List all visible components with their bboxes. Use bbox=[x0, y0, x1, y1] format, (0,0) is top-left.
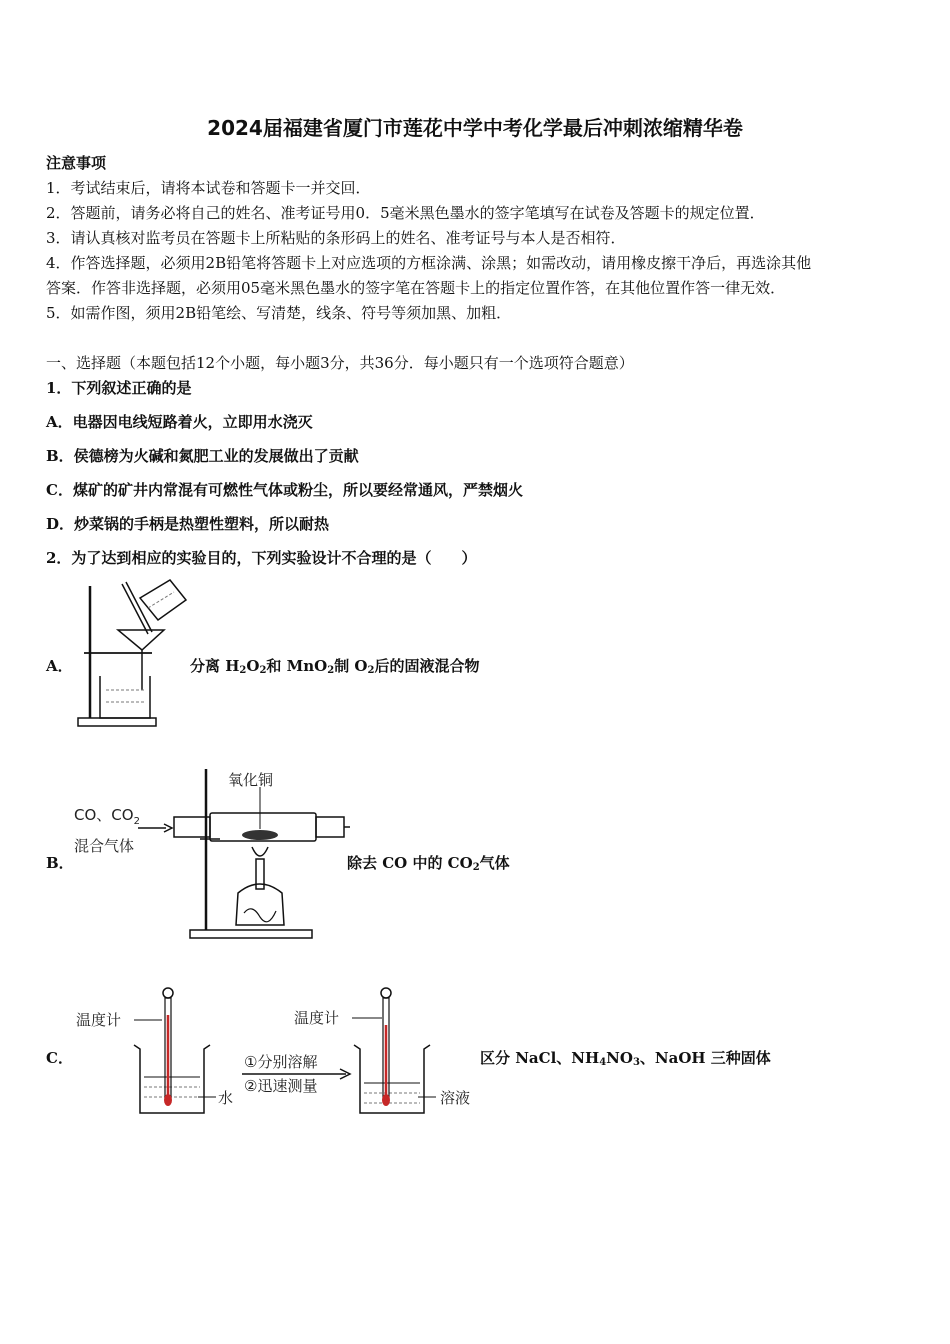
question-1-option-b: B．侯德榜为火碱和氮肥工业的发展做出了贡献 bbox=[46, 447, 359, 465]
step-1-label: ①分别溶解 bbox=[244, 1053, 318, 1071]
question-2-stem: 2．为了达到相应的实验目的，下列实验设计不合理的是（ ） bbox=[46, 549, 477, 567]
water-label: 水 bbox=[218, 1089, 234, 1107]
option-a-letter: A． bbox=[46, 657, 73, 675]
notice-item: 4．作答选择题，必须用2B铅笔将答题卡上对应选项的方框涂满、涂黑；如需改动，请用橡皮擦干净后，再选涂其他 bbox=[46, 254, 812, 272]
thermometer-dissolution-figure bbox=[70, 985, 480, 1120]
question-1-stem: 1．下列叙述正确的是 bbox=[46, 379, 192, 397]
thermometer-label-left: 温度计 bbox=[76, 1011, 122, 1029]
thermometer-label-right: 温度计 bbox=[294, 1009, 340, 1027]
solution-label: 溶液 bbox=[440, 1089, 471, 1107]
option-b-letter: B． bbox=[46, 854, 74, 872]
question-1-option-c: C．煤矿的矿井内常混有可燃性气体或粉尘，所以要经常通风，严禁烟火 bbox=[46, 481, 523, 499]
co-reduction-apparatus-figure bbox=[70, 765, 350, 940]
gas-label-2: 混合气体 bbox=[74, 837, 135, 855]
question-1-option-d: D．炒菜锅的手柄是热塑性塑料，所以耐热 bbox=[46, 515, 330, 533]
option-b-text: 除去 CO 中的 $CO_2$气体 bbox=[347, 854, 510, 873]
notice-item: 3．请认真核对监考员在答题卡上所粘贴的条形码上的姓名、准考证号与本人是否相符． bbox=[46, 229, 626, 247]
notice-item: 5．如需作图，须用2B铅笔绘、写清楚，线条、符号等须加黑、加粗． bbox=[46, 304, 512, 322]
notice-item: 2．答题前，请务必将自己的姓名、准考证号用0．5毫米黑色墨水的签字笔填写在试卷及答题卡的规定位置． bbox=[46, 204, 765, 222]
notice-heading: 注意事项 bbox=[46, 154, 107, 172]
step-2-label: ②迅速测量 bbox=[244, 1077, 318, 1095]
oxide-label: 氧化铜 bbox=[228, 771, 274, 789]
gas-label: CO、$CO_2$ bbox=[74, 806, 140, 827]
option-a-text: 分离 $H_2O_2$和 MnO$_2$制 $O_2$后的固液混合物 bbox=[190, 657, 480, 676]
option-c-letter: C． bbox=[46, 1049, 73, 1067]
notice-item: 1．考试结束后，请将本试卷和答题卡一并交回． bbox=[46, 179, 371, 197]
option-c-text: 区分 NaCl、$NH_4NO_3$、NaOH 三种固体 bbox=[480, 1049, 771, 1068]
page-title: 2024届福建省厦门市莲花中学中考化学最后冲刺浓缩精华卷 bbox=[207, 116, 743, 140]
notice-item: 答案．作答非选择题，必须用05毫米黑色墨水的签字笔在答题卡上的指定位置作答，在其他位置作答一律无效． bbox=[46, 279, 786, 297]
question-1-option-a: A．电器因电线短路着火，立即用水浇灭 bbox=[46, 413, 313, 431]
filtration-apparatus-figure bbox=[70, 578, 195, 736]
section-heading: 一、选择题（本题包括12个小题，每小题3分，共36分．每小题只有一个选项符合题意） bbox=[46, 354, 634, 372]
